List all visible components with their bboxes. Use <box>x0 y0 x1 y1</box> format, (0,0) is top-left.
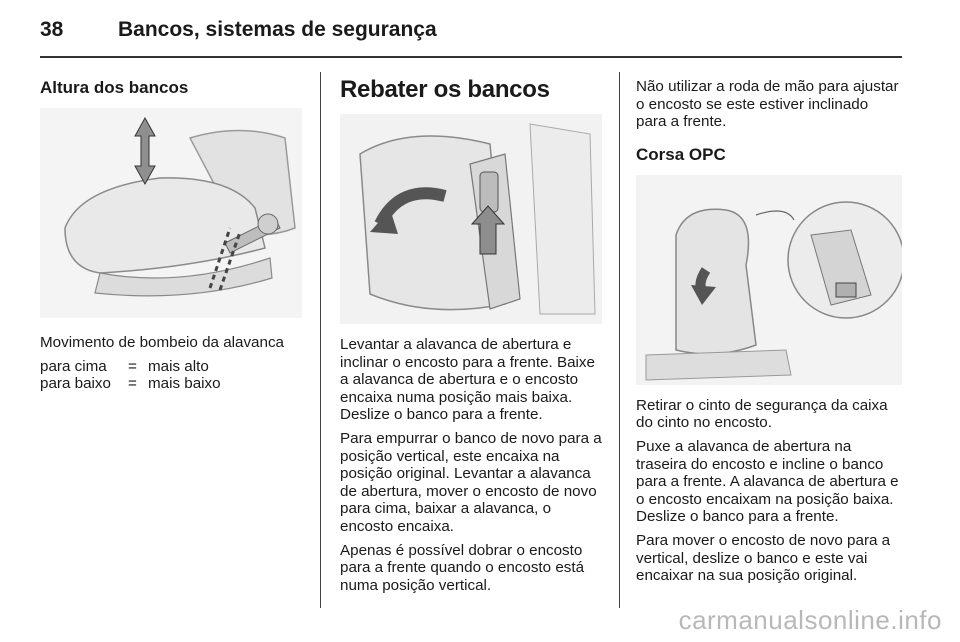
header-divider <box>40 56 902 58</box>
seat-height-table <box>40 358 221 392</box>
corsa-opc-paragraph-1: Retirar o cinto de segurança da caixa do cinto no encosto. <box>636 396 888 432</box>
row-val: mais baixo <box>148 374 221 392</box>
section-heading-seat-height: Altura dos bancos <box>40 78 189 97</box>
fold-seats-paragraph-2: Para empurrar o banco de novo para a posição vertical, este encaixa na posição original. Levantar a alavanca de abertura, mover o encosto de novo para cima, baixar a alavanca, o encosto encaixa. <box>340 429 602 535</box>
row-eq: = <box>128 374 137 392</box>
chapter-title: Bancos, sistemas de segurança <box>118 18 437 41</box>
row-val: mais alto <box>148 357 209 375</box>
section-heading-fold-seats: Rebater os bancos <box>340 76 550 103</box>
row-key: para cima <box>40 357 107 375</box>
handwheel-warning: Não utilizar a roda de mão para ajustar o encosto se este estiver inclinado para a frente. <box>636 78 899 131</box>
fold-seats-illustration <box>340 114 602 324</box>
watermark: carmanualsonline.info <box>678 605 942 635</box>
seat-height-illustration <box>40 108 302 318</box>
fold-seats-paragraph-3: Apenas é possível dobrar o encosto para a frente quando o encosto está numa posição vertical. <box>340 541 585 594</box>
section-heading-corsa-opc: Corsa OPC <box>636 144 726 164</box>
page-header <box>40 14 902 60</box>
column-seat-height <box>40 72 302 392</box>
column-corsa-opc <box>636 72 902 591</box>
page-number: 38 <box>40 18 64 41</box>
corsa-opc-paragraph-3: Para mover o encosto de novo para a vertical, deslize o banco e este vai encaixar na sua posição original. <box>636 531 891 585</box>
table-row <box>40 375 221 392</box>
seat-height-caption: Movimento de bombeio da alavanca <box>40 334 284 351</box>
column-divider-1 <box>320 72 321 608</box>
column-divider-2 <box>619 72 620 608</box>
column-fold-seats <box>340 72 602 600</box>
row-key: para baixo <box>40 374 111 392</box>
row-eq: = <box>128 357 137 375</box>
corsa-opc-illustration <box>636 175 902 385</box>
corsa-opc-paragraph-2: Puxe a alavanca de abertura na traseira do encosto e incline o banco para a frente. A alavanca de abertura e o encosto encaixam na posição baixa. Deslize o banco para a frente. <box>636 437 899 526</box>
fold-seats-paragraph-1: Levantar a alavanca de abertura e inclinar o encosto para a frente. Baixe a alavanca de abertura e o encosto encaixa numa posição mais baixa. Deslize o banco para a frente. <box>340 336 595 424</box>
table-row <box>40 358 221 375</box>
